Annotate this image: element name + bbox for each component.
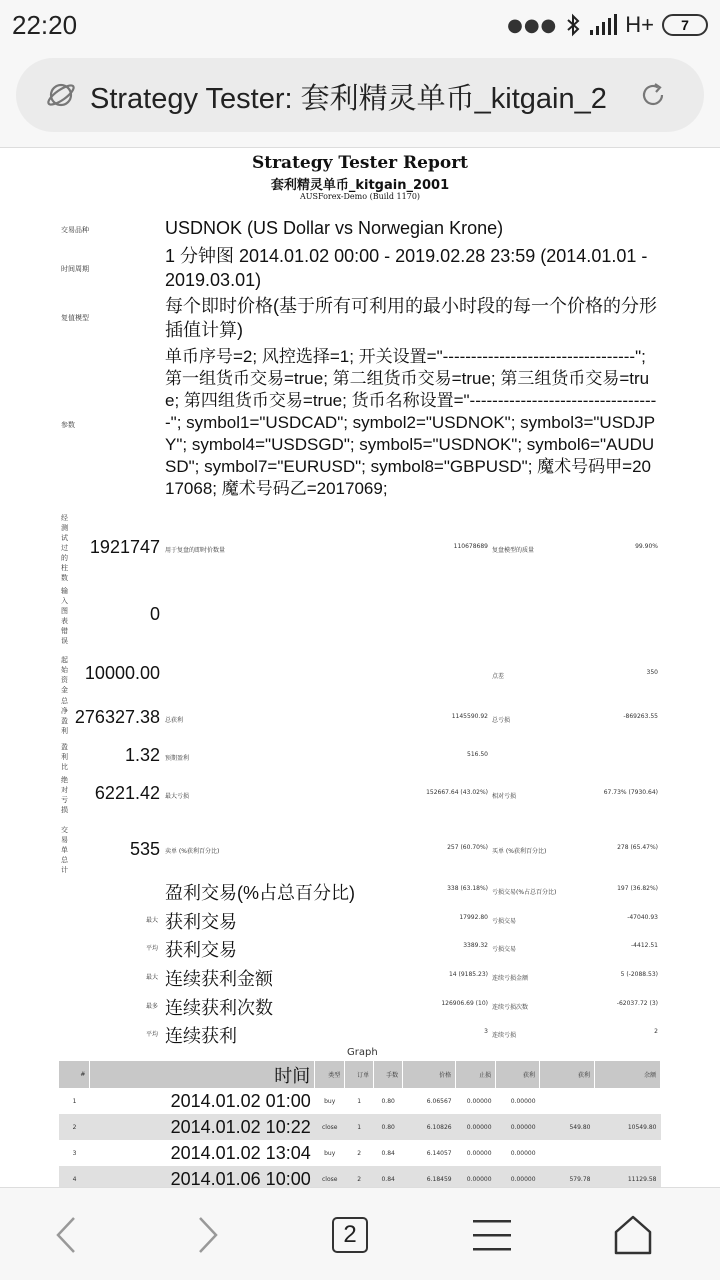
table-cell: close [315, 1114, 345, 1140]
avg-wins-value: 3 [484, 1028, 488, 1035]
ticks-label: 用于复盘的即时价数量 [165, 547, 226, 554]
profit-trades-value: 338 (63.18%) [447, 885, 488, 892]
largest-tag: 最大 [145, 917, 158, 924]
table-cell: 2 [345, 1166, 374, 1187]
table-cell: 2014.01.02 13:04 [170, 1142, 311, 1163]
page-title[interactable]: Strategy Tester: 套利精灵单币_kitgain_2 [90, 83, 607, 115]
bars-value: 1921747 [89, 537, 160, 557]
spread-value: 350 [646, 669, 658, 676]
bottom-navigation [0, 1187, 720, 1280]
bars-label: 经测试过的柱数 [61, 514, 68, 582]
table-row [59, 1088, 661, 1114]
period-label: 时间周期 [61, 265, 89, 273]
table-cell [540, 1140, 595, 1166]
max-tag: 最大 [145, 974, 158, 981]
table-cell: 11129.58 [594, 1166, 660, 1187]
cons-wins-amount-label: 连续获利金额 [165, 969, 273, 989]
avg-loss-value: -4412.51 [631, 942, 658, 949]
largest-loss-value: -47040.93 [627, 914, 658, 921]
column-header: 获利 [540, 1061, 595, 1088]
deposit-value: 10000.00 [84, 663, 160, 683]
table-cell: 0.00000 [466, 1149, 492, 1157]
short-value: 257 (60.70%) [447, 844, 488, 851]
symbol-value: USDNOK (US Dollar vs Norwegian Krone) [165, 218, 504, 238]
table-row [59, 1140, 661, 1166]
deposit-label: 起始资金 [61, 656, 68, 694]
more-dots-icon: ●●● [507, 14, 558, 36]
cons-wins-count-label: 连续获利次数 [165, 998, 273, 1018]
avg-loss-cons-label: 连续亏损 [492, 1032, 517, 1039]
trades-value: 535 [129, 839, 160, 859]
quality-value: 99.90% [635, 543, 658, 550]
report-page [0, 149, 720, 1187]
largest-loss-label: 亏损交易 [492, 918, 517, 925]
table-cell: 0.00000 [466, 1097, 492, 1105]
table-cell [594, 1088, 660, 1114]
table-row [59, 1114, 661, 1140]
rel-dd-value: 67.73% (7930.64) [603, 789, 658, 796]
average-tag: 平均 [145, 945, 158, 952]
profit-trades-label: 盈利交易(%占总百分比) [165, 883, 355, 903]
most-tag: 最多 [145, 1003, 158, 1010]
chevron-left-icon [52, 1215, 82, 1255]
table-row [59, 1166, 661, 1187]
params-value: 单币序号=2; 风控选择=1; 开关设置="----------------------------------"; 第一组货币交易=true; 第二组货币交易=true; 第三组货币交易=true; 第四组货币交易=true; 货币名称设置="----------------------------------"; symbol1="USDCAD"; symbol2="USDNOK"; symbol3="USDJPY"; symbol4="USDSGD"; symbol5="USDNOK"; symbol6="AUDUSD"; symbol7="EURUSD"; symbol8="GBPUSD"; 魔术号码甲=2017068; 魔术号码乙=2017069; [165, 347, 657, 498]
net-value: 276327.38 [74, 707, 160, 727]
home-icon [613, 1215, 653, 1255]
table-cell: 1 [345, 1114, 374, 1140]
table-cell: 2014.01.02 10:22 [90, 1114, 315, 1140]
errors-label: 输入图表错误 [61, 587, 68, 645]
reload-icon[interactable] [638, 80, 668, 110]
table-cell: 2 [59, 1114, 90, 1140]
report-server: AUSForex-Demo (Build 1170) [299, 192, 421, 201]
table-cell: 2 [357, 1149, 362, 1157]
pf-label: 盈利比 [61, 743, 68, 771]
battery-icon [662, 14, 708, 36]
orders-table [59, 1061, 661, 1187]
column-header: 时间 [90, 1061, 315, 1088]
column-header: 手数 [374, 1061, 403, 1088]
gross-loss-label: 总亏损 [492, 717, 511, 724]
table-cell: 2014.01.06 10:00 [90, 1166, 315, 1187]
table-cell: 3 [72, 1149, 77, 1157]
table-header-row [59, 1061, 661, 1088]
avg-profit-label: 获利交易 [165, 940, 237, 960]
table-cell [594, 1140, 660, 1166]
model-value: 每个即时价格(基于所有可利用的最小时段的每一个价格的分形插值计算) [165, 296, 657, 340]
tab-count: 2 [343, 1221, 357, 1248]
model-label: 复值模型 [61, 314, 89, 322]
status-bar [0, 0, 720, 52]
chevron-right-icon [192, 1215, 222, 1255]
gross-loss-value: -869263.55 [623, 713, 658, 720]
quality-label: 复盘模型的质量 [492, 547, 535, 554]
column-header: 止损 [456, 1061, 496, 1088]
table-cell: 6.10826 [403, 1114, 456, 1140]
address-bar[interactable] [16, 58, 704, 132]
abs-dd-value: 6221.42 [94, 783, 160, 803]
cons-loss-amount-value: 5 (-2088.53) [620, 971, 658, 978]
table-cell: 0.00000 [510, 1149, 536, 1157]
params-label: 参数 [61, 421, 75, 429]
avg-loss-cons-value: 2 [654, 1028, 658, 1035]
expected-label: 预期盈利 [165, 755, 190, 762]
back-button[interactable] [42, 1210, 92, 1260]
largest-profit-value: 17992.80 [459, 914, 488, 921]
gross-profit-value: 1145590.92 [451, 713, 488, 720]
ticks-value: 110678689 [453, 543, 488, 550]
cons-loss-amount-label: 连续亏损金额 [492, 975, 529, 982]
rel-dd-label: 相对亏损 [492, 793, 517, 800]
long-label: 买单 (%获利百分比) [492, 848, 547, 855]
cons-loss-count-label: 连续亏损次数 [492, 1004, 529, 1011]
table-cell: 6.18459 [403, 1166, 456, 1187]
cons-wins-amount-value: 14 (9185.23) [448, 971, 488, 978]
cons-wins-count-value: 126906.69 (10) [441, 1000, 488, 1007]
column-header: 获利 [496, 1061, 540, 1088]
table-cell: 10549.80 [594, 1114, 660, 1140]
table-cell: 0.84 [381, 1149, 395, 1157]
avg-profit-value: 3389.32 [463, 942, 488, 949]
trades-label: 交易单总计 [61, 826, 68, 874]
table-cell: 4 [59, 1166, 90, 1187]
hamburger-menu-icon [473, 1218, 511, 1252]
network-type: H+ [625, 12, 654, 37]
browser-toolbar [0, 52, 720, 148]
max-dd-value: 152667.64 (43.02%) [426, 789, 488, 796]
table-cell: close [315, 1166, 345, 1187]
table-cell: buy [324, 1149, 336, 1157]
max-dd-label: 最大亏损 [165, 793, 190, 800]
symbol-label: 交易品种 [61, 226, 89, 234]
table-cell: 0.80 [381, 1097, 395, 1105]
column-header: # [59, 1061, 90, 1088]
short-label: 卖单 (%获利百分比) [165, 848, 220, 855]
long-value: 278 (65.47%) [617, 844, 658, 851]
home-button[interactable] [608, 1210, 658, 1260]
column-header: 余额 [594, 1061, 660, 1088]
spread-label: 点差 [492, 673, 505, 680]
loss-trades-value: 197 (36.82%) [617, 885, 658, 892]
status-time: 22:20 [12, 10, 78, 40]
table-cell: 0.84 [374, 1166, 403, 1187]
avg-wins-label: 连续获利 [165, 1026, 237, 1046]
column-header: 价格 [403, 1061, 456, 1088]
cons-loss-count-value: -62037.72 (3) [616, 1000, 658, 1007]
table-cell: 0.00000 [456, 1166, 496, 1187]
signal-icon [589, 14, 617, 36]
errors-value: 0 [149, 604, 160, 624]
bluetooth-icon [565, 13, 581, 37]
table-cell: 0.80 [374, 1114, 403, 1140]
tabs-button[interactable] [325, 1210, 375, 1260]
table-cell: 6.06567 [426, 1097, 452, 1105]
period-value: 1 分钟图 2014.01.02 00:00 - 2019.02.28 23:59 (2014.01.01 - 2019.03.01) [165, 246, 648, 290]
gross-profit-label: 总获利 [165, 717, 184, 724]
table-cell: 6.14057 [426, 1149, 452, 1157]
expected-value: 516.50 [467, 751, 488, 758]
largest-profit-label: 获利交易 [165, 912, 237, 932]
table-cell: 0.00000 [496, 1166, 540, 1187]
column-header: 订单 [345, 1061, 374, 1088]
pf-value: 1.32 [124, 745, 160, 765]
table-cell [540, 1088, 595, 1114]
avg-tag: 平均 [145, 1031, 158, 1038]
report-subtitle: 套利精灵单币_kitgain_2001 [270, 178, 450, 193]
table-cell: 549.80 [540, 1114, 595, 1140]
graph-label: Graph [347, 1047, 378, 1058]
abs-dd-label: 绝对亏损 [61, 776, 68, 814]
forward-button[interactable] [182, 1210, 232, 1260]
table-cell: 0.00000 [510, 1097, 536, 1105]
planet-icon [46, 80, 76, 110]
column-header: 类型 [315, 1061, 345, 1088]
table-cell: 1 [72, 1097, 77, 1105]
tab-count-badge [332, 1217, 368, 1253]
battery-level: 7 [681, 17, 689, 33]
report-title: Strategy Tester Report [251, 153, 469, 173]
table-cell: 0.00000 [496, 1114, 540, 1140]
avg-loss-label: 亏损交易 [492, 946, 517, 953]
table-cell: 1 [357, 1097, 362, 1105]
table-cell: 579.78 [540, 1166, 595, 1187]
table-cell: 2014.01.02 01:00 [170, 1090, 311, 1111]
loss-trades-label: 亏损交易(%占总百分比) [492, 889, 557, 896]
table-cell: 0.00000 [456, 1114, 496, 1140]
net-label: 总净盈利 [61, 697, 68, 735]
table-cell: buy [324, 1097, 336, 1105]
menu-button[interactable] [467, 1210, 517, 1260]
